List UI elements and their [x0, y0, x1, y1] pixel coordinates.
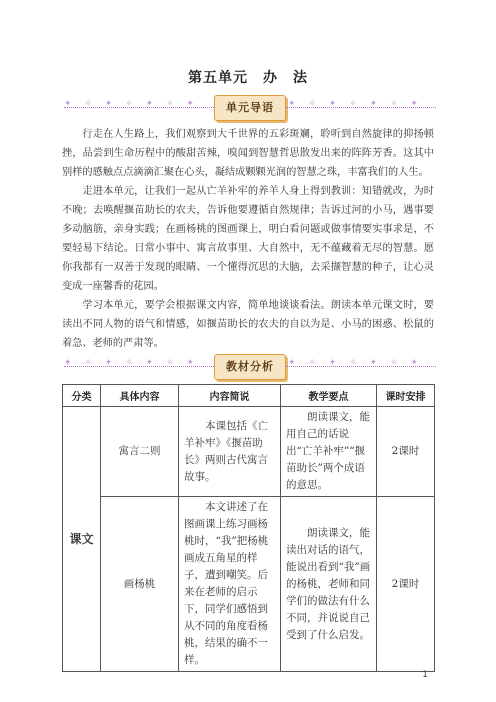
category-cell: 课文 — [63, 407, 101, 672]
textbook-analysis-badge: 教材分析 — [214, 354, 286, 380]
intro-paragraph-1: 行走在人生路上，我们观察到大千世界的五彩斑斓，聆听到自然旋律的抑扬顿挫，品尝到生命历程中的酸甜苦辣，嗅闻到智慧哲思散发出来的阵阵芳香。这其中别样的感触点点滴滴汇聚在心头，凝结成颗颗光润的智慧之珠，丰富我们的人生。 — [62, 129, 434, 178]
content-cell: 寓言二则 — [101, 407, 179, 497]
unit-intro-banner — [0, 93, 496, 123]
summary-cell: 本课包括《亡羊补牢》《揠苗助长》两则古代寓言故事。 — [179, 407, 281, 497]
sparkle-decoration-icon: ✦ ✧ ✦ ✧ ✦ ✧ ✦ — [288, 358, 423, 368]
intro-paragraph-3: 学习本单元，要学会根据课文内容，简单地谈谈看法。朗读本单元课文时，要读出不同人物的语气和情感，如揠苗助长的农夫的自以为是、小马的困惑、松鼠的着急、老师的严肃等。 — [62, 300, 434, 349]
header-hours: 课时安排 — [377, 385, 435, 407]
textbook-analysis-banner — [0, 352, 496, 382]
header-key-points: 教学要点 — [281, 385, 377, 407]
sparkle-decoration-icon: ✦ ✧ ✦ ✧ ✦ ✧ ✦ — [64, 99, 199, 109]
sparkle-decoration-icon: ✦ ✧ ✦ ✧ ✦ ✧ ✦ — [288, 99, 423, 109]
sparkle-decoration-icon: ✦ ✧ ✦ ✧ ✦ ✧ ✦ — [64, 358, 199, 368]
header-category: 分类 — [63, 385, 101, 407]
table-header-row — [63, 385, 435, 407]
summary-cell: 本文讲述了在图画课上练习画杨桃时，“我”把杨桃画成五角星的样子，遭到嘲笑。后来在老师的启示下，同学们感悟到从不同的角度看杨桃，结果的确不一样。 — [179, 497, 281, 672]
page-title: 第五单元 办 法 — [188, 70, 308, 86]
unit-intro-badge: 单元导语 — [214, 95, 286, 121]
table-row — [63, 407, 435, 497]
table-row — [63, 497, 435, 672]
textbook-analysis-table — [62, 384, 435, 672]
key-points-cell: 朗读课文，能读出对话的语气，能说出看到“我”画的杨桃，老师和同学们的做法有什么不同，并说说自己受到了什么启发。 — [281, 497, 377, 672]
header-summary: 内容简说 — [179, 385, 281, 407]
hours-cell: 2课时 — [377, 497, 435, 672]
hours-cell: 2课时 — [377, 407, 435, 497]
header-content: 具体内容 — [101, 385, 179, 407]
key-points-cell: 朗读课文，能用自己的话说出“亡羊补牢”“揠苗助长”两个成语的意思。 — [281, 407, 377, 497]
page-number: 1 — [422, 670, 428, 680]
intro-paragraph-2: 走进本单元，让我们一起从亡羊补牢的养羊人身上得到教训：知错就改，为时不晚；去唤醒揠苗助长的农夫，告诉他要遵循自然规律；告诉过河的小马，遇事要多动脑筋，亲身实践；在画杨桃的图画课上，明白看问题或做事情要实事求是，不要轻易下结论。日常小事中、寓言故事里、大自然中，无不蕴藏着无尽的智慧。愿你我都有一双善于发现的眼睛、一个懂得沉思的大脑，去采撷智慧的种子，让心灵变成一座馨香的花园。 — [62, 186, 434, 292]
content-cell: 画杨桃 — [101, 497, 179, 672]
